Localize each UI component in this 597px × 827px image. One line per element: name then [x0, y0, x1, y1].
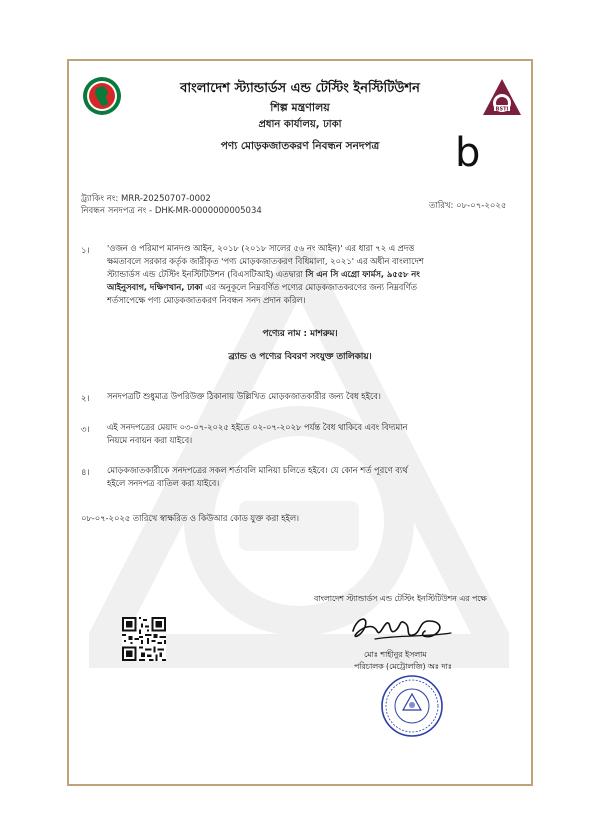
clause-3-line: এই সনদপত্রের মেয়াদ ০৩-০৭-২০২৫ হইতে ০২-০৭-২০২৮ পর্যন্ত বৈধ থাকিবে এবং বিদ্যমান [107, 422, 408, 432]
clause-4 [107, 464, 525, 490]
brand-note: ব্র্যান্ড ও পণ্যের বিবরণ সংযুক্ত তালিকায়। [228, 352, 372, 362]
registration-number: নিবন্ধন সনদপত্র নং - DHK-MR-0000000005034 [81, 206, 262, 216]
ministry-name: শিল্প মন্ত্রণালয় [270, 101, 330, 114]
qr-code [122, 617, 166, 661]
clause-1-line: আইনুসবাগ, দক্ষিণখান, ঢাকা এর অনুকূলে নিম্নবর্ণিত পণ্যের মোড়কজাতকরণের জন্য নিম্নবর্ণিত [107, 282, 417, 292]
licensee-address: আইনুসবাগ, দক্ষিণখান, ঢাকা [107, 282, 203, 292]
office-name: প্রধান কার্যালয়, ঢাকা [258, 119, 342, 130]
clause-2: সনদপত্রটি শুধুমাত্র উপরিউক্ত ঠিকানায় উল্লিখিত মোড়কজাতকারীর জন্য বৈধ হইবে। [107, 391, 381, 401]
bsti-watermark [89, 251, 509, 671]
clause-1-line: ক্ষমতাবলে সরকার কর্তৃক জারীকৃত 'পণ্য মোড়কজাতকরণ বিধিমালা, ২০২১' এর অধীন বাংলাদেশ [107, 256, 424, 266]
clause-1-line: শর্তসাপেক্ষে পণ্য মোড়কজাতকরণ নিবন্ধন সনদ প্রদান করিল। [107, 295, 306, 305]
product-name: পণ্যের নাম : মাশরুম। [262, 329, 338, 339]
institution-title: বাংলাদেশ স্ট্যান্ডার্ডস এন্ড টেস্টিং ইনস্টিটিউশন [180, 81, 420, 96]
clause-3-number: ৩। [81, 425, 90, 435]
licensee-name: সি এন সি এগ্রো ফার্মস, ৯৫৫৮ নং [305, 269, 420, 279]
issue-date: তারিখ: ০৮-০৭-২০২৫ [429, 201, 507, 211]
clause-3-line: নিয়মে নবায়ন করা যাইবে। [107, 435, 193, 445]
signature [347, 609, 459, 645]
mark-letter: b [455, 130, 481, 176]
clause-1-line: স্ট্যান্ডার্ডস এন্ড টেস্টিং ইনস্টিটিউশন (বিএসটিআই) এতদ্বারা সি এন সি এগ্রো ফার্মস, ৯৫৫৮ নং [107, 269, 420, 279]
clause-3 [107, 421, 525, 447]
tracking-number: ট্র্যাকিং নং: MRR-20250707-0002 [81, 194, 211, 204]
clause-1-number: ১। [81, 246, 90, 256]
signatory-name: মোঃ শাহীনুর ইসলাম [364, 650, 427, 659]
signatory-designation: পরিচালক (মেট্রোলজি) অঃ দাঃ [354, 662, 452, 671]
bsti-logo-text: BSTI [495, 106, 509, 113]
clause-4-line: মোড়কজাতকারীকে সনদপত্রের সকল শর্তাবলি মানিয়া চলিতে হইবে। যে কোন শর্ত পূরণে ব্যর্থ [107, 465, 408, 475]
official-seal [380, 674, 444, 738]
on-behalf-text: বাংলাদেশ স্ট্যান্ডার্ডস এন্ড টেস্টিং ইনস্টিটিউশন এর পক্ষে [314, 594, 487, 603]
clause-4-line: হইলে সনদপত্র বাতিল করা যাইবে। [107, 478, 220, 488]
certificate [67, 59, 533, 786]
clause-4-number: ৪। [81, 468, 90, 478]
document-title: পণ্য মোড়কজাতকরণ নিবন্ধন সনদপত্র [220, 140, 380, 152]
clause-1 [107, 242, 525, 307]
clause-2-number: ২। [81, 394, 90, 404]
signed-note: ০৮-০৭-২০২৫ তারিখে স্বাক্ষরিত ও কিউআর কোড যুক্ত করা হইল। [81, 513, 300, 523]
clause-1-line: 'ওজন ও পরিমাপ মানদণ্ড আইন, ২০১৮ (২০১৮ সালের ৫৬ নং আইন)' এর ধারা ৭২ এ প্রদত্ত [107, 243, 415, 253]
